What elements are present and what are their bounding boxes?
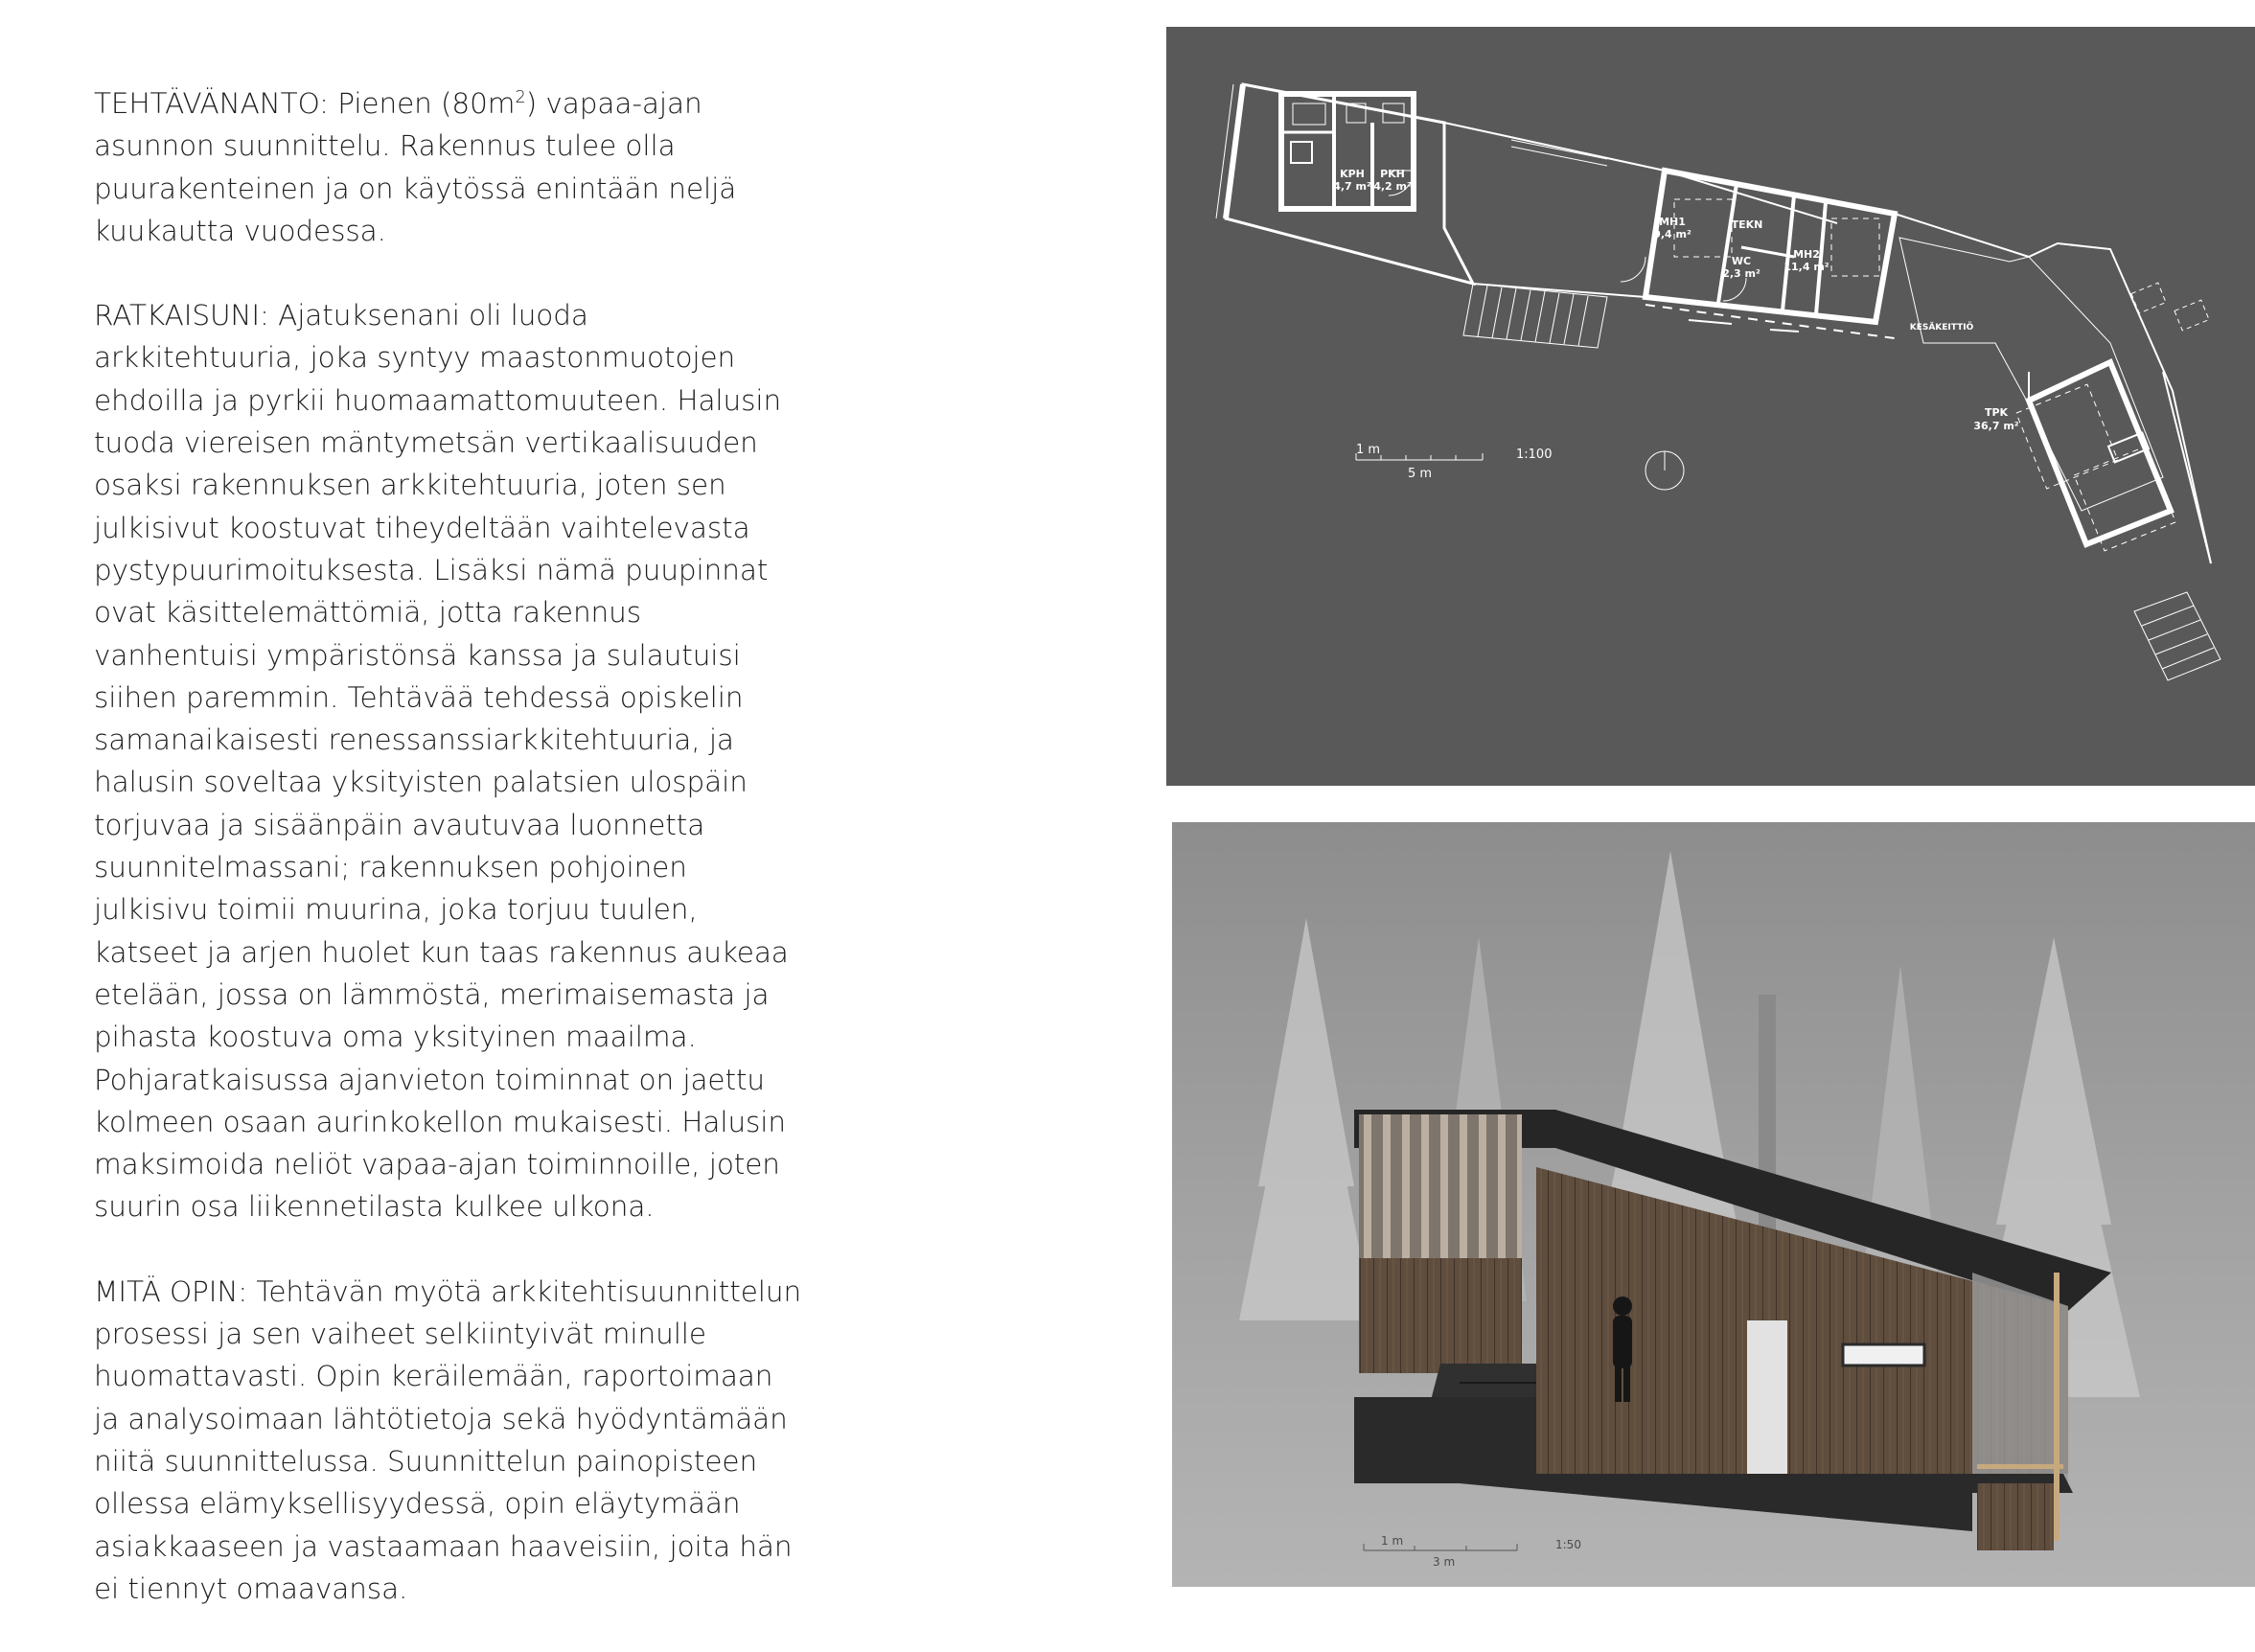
room-label-wc: WC: [1731, 255, 1752, 267]
assignment-text-a: Pienen (80m: [329, 87, 516, 120]
room-label-mh2: MH2: [1793, 248, 1820, 261]
learned-label: MITÄ OPIN:: [94, 1274, 248, 1308]
floor-plan-panel: [1166, 27, 2255, 786]
section-scale: 1:50: [1555, 1538, 1581, 1551]
assignment-text-b: ) vapaa-ajan asunnon suunnittelu. Rakennus tulee olla puurakenteinen ja on käytössä enintään neljä kuukautta vuodessa.: [94, 87, 737, 247]
room-area-pkh: 4,2 m²: [1373, 180, 1412, 193]
plan-scale-bar-large: 5 m: [1408, 467, 1433, 481]
room-label-pkh: PKH: [1380, 168, 1405, 180]
learned-paragraph: [94, 1271, 803, 1610]
plan-scale-bar-small: 1 m: [1356, 443, 1381, 457]
room-label-tekn: TEKN: [1731, 218, 1763, 231]
floor-plan-drawing: [1166, 27, 2255, 786]
room-label-tpk: TPK: [1984, 406, 2009, 419]
room-area-tpk: 36,7 m²: [1973, 420, 2019, 432]
room-area-kph: 4,7 m²: [1333, 180, 1371, 193]
section-drawing: [1172, 822, 2255, 1587]
assignment-paragraph: [94, 82, 803, 252]
room-area-mh2: 11,4 m²: [1783, 261, 1829, 273]
assignment-superscript: 2: [515, 87, 526, 108]
assignment-label: TEHTÄVÄNANTO:: [94, 87, 330, 120]
room-area-mh1: 9,4 m²: [1653, 228, 1691, 241]
solution-text: Ajatuksenani oli luoda arkkitehtuuria, joka syntyy maastonmuotojen ehdoilla ja pyrkii huomaamattomuuteen. Halusin tuoda viereisen mäntymetsän vertikaalisuuden osaksi rakennuksen arkkitehtuuria, joten sen julkisivut koostuvat tiheydeltään vaihtelevasta pystypuurimoituksesta. Lisäksi nämä puupinnat ovat käsittelemättömiä, jotta rakennus vanhentuisi ympäristönsä kanssa ja sulautuisi siihen paremmin. Tehtävää tehdessä opiskelin samanaikaisesti renessanssiarkkitehtuuria, ja halusin soveltaa yksityisten palatsien ulospäin torjuvaa ja sisäänpäin avautuvaa luonnetta suunnitelmassani; rakennuksen pohjoinen julkisivu toimii muurina, joka torjuu tuulen, katseet ja arjen huolet kun taas rakennus aukeaa etelään, jossa on lämmöstä, merimaisemasta ja pihasta koostuva oma yksityinen maailma. Pohjaratkaisussa ajanvieton toiminnat on jaettu kolmeen osaan aurinkokellon mukaisesti. Halusin maksimoida neliöt vapaa-ajan toiminnoille, joten suurin osa liikennetilasta kulkee ulkona.: [94, 299, 789, 1224]
text-column: [94, 82, 803, 1652]
room-area-wc: 2,3 m²: [1722, 267, 1760, 280]
room-label-kph: KPH: [1340, 168, 1365, 180]
plan-scale: 1:100: [1516, 447, 1553, 462]
section-scale-bar-small: 1 m: [1381, 1534, 1404, 1548]
section-scale-bar-large: 3 m: [1433, 1555, 1456, 1569]
solution-paragraph: [94, 294, 803, 1228]
room-label-mh1: MH1: [1659, 216, 1686, 228]
solution-label: RATKAISUNI:: [94, 299, 269, 333]
room-label-kesakeittio: KESÄKEITTIÖ: [1909, 323, 1974, 333]
learned-text: Tehtävän myötä arkkitehtisuunnittelun prosessi ja sen vaiheet selkiintyivät minulle huomattavasti. Opin keräilemään, raportoimaan ja analysoimaan lähtötietoja sekä hyödyntämään niitä suunnittelussa. Suunnittelun painopisteen ollessa elämyksellisyydessä, opin eläytymään asiakkaaseen ja vastaamaan haaveisiin, joita hän ei tiennyt omaavansa.: [94, 1274, 802, 1605]
section-rendering-panel: [1172, 822, 2255, 1587]
